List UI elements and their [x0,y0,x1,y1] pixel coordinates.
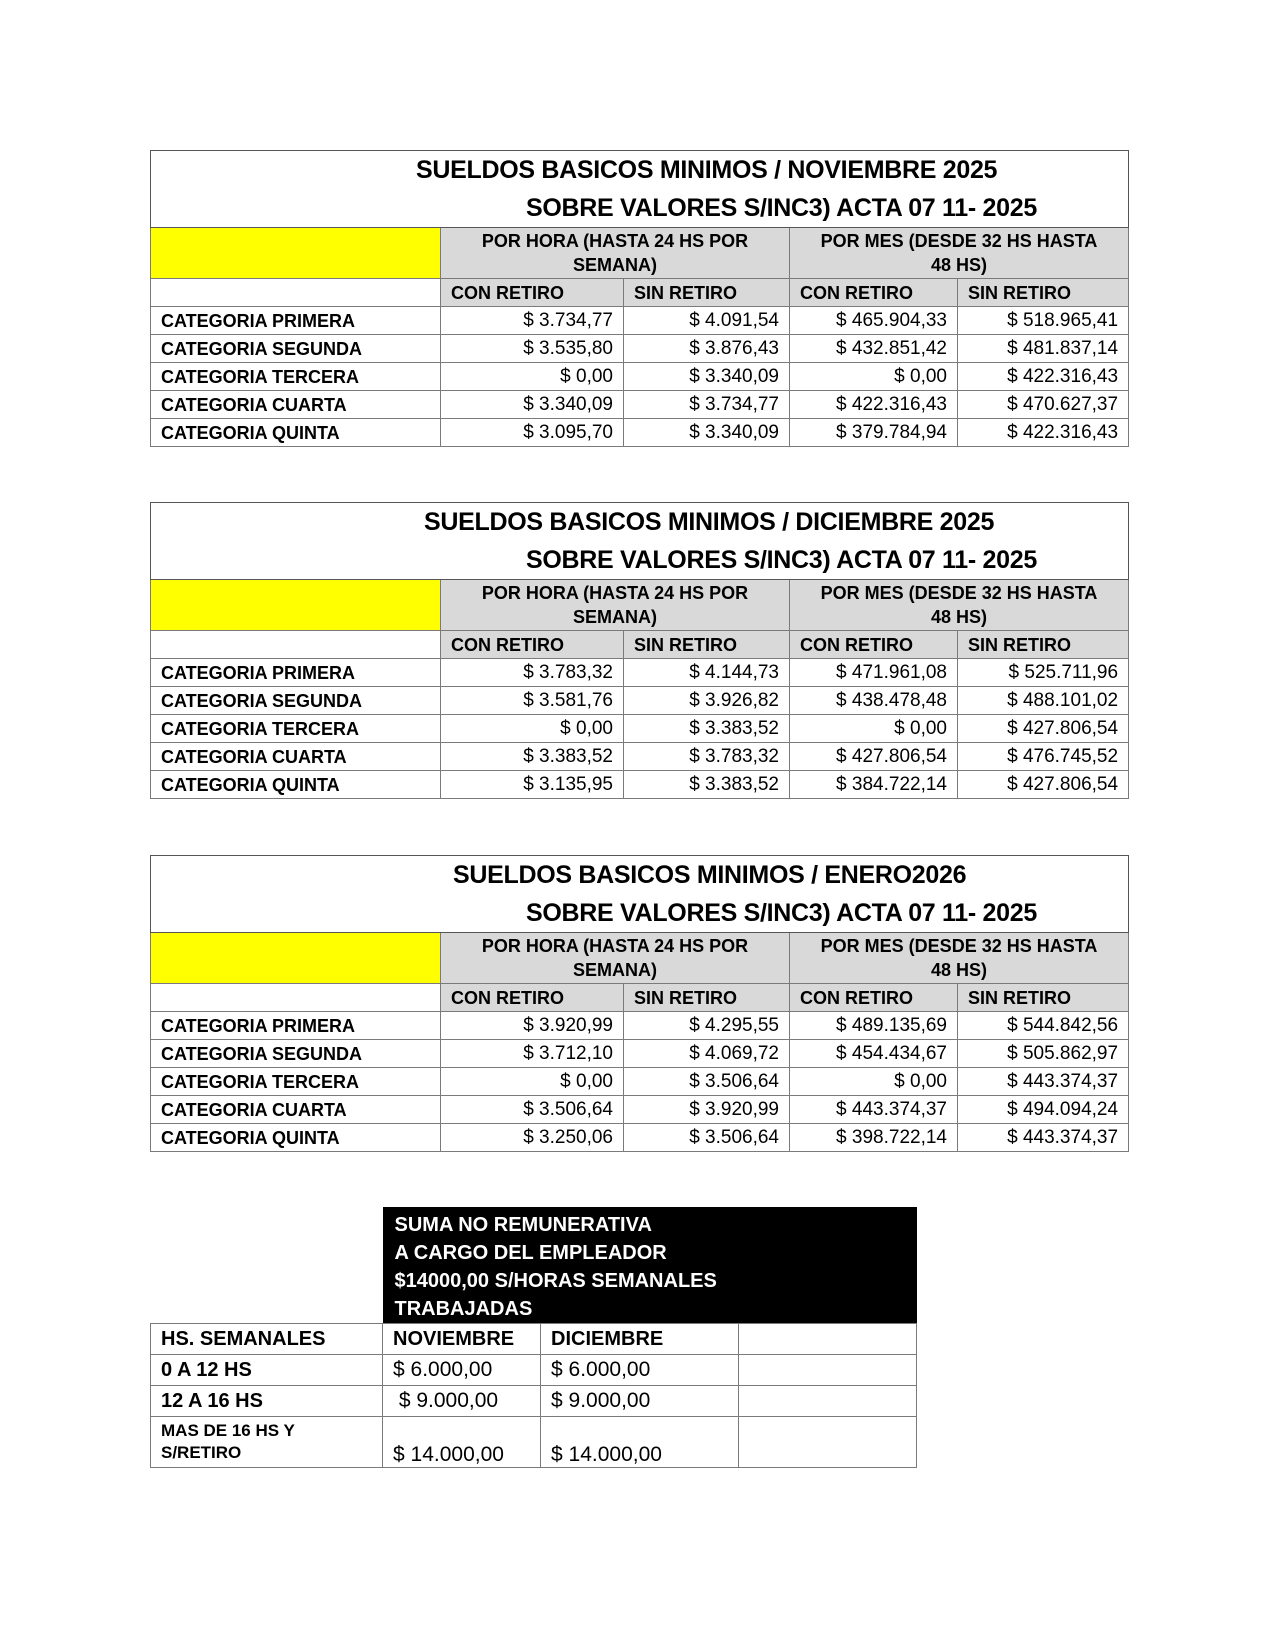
non-remunerative-table [150,1207,917,1468]
category-label: CATEGORIA TERCERA [151,363,441,391]
value-cell: $ 4.295,55 [624,1012,790,1040]
value-cell: $ 488.101,02 [958,687,1129,715]
value-cell: $ 0,00 [790,1068,958,1096]
value-cell: $ 4.144,73 [624,659,790,687]
value-cell: $ 3.734,77 [624,391,790,419]
non-remunerative-header: SUMA NO REMUNERATIVA A CARGO DEL EMPLEADOR $14000,00 S/HORAS SEMANALES TRABAJADAS [383,1207,739,1324]
col-header: HS. SEMANALES [151,1324,383,1355]
value-cell: $ 438.478,48 [790,687,958,715]
category-label: CATEGORIA PRIMERA [151,1012,441,1040]
value-cell: $ 3.712,10 [441,1040,624,1068]
category-label: CATEGORIA SEGUNDA [151,687,441,715]
category-label: CATEGORIA TERCERA [151,715,441,743]
table-row [151,659,1129,687]
value-cell: $ 518.965,41 [958,307,1129,335]
table-row [151,1386,917,1417]
highlight-cell [151,228,441,279]
col-header: CON RETIRO [441,984,624,1012]
table-row [151,1096,1129,1124]
value-cell: $ 4.091,54 [624,307,790,335]
value-cell: $ 14.000,00 [383,1417,541,1468]
value-cell: $ 3.876,43 [624,335,790,363]
value-cell: $ 14.000,00 [541,1417,739,1468]
col-header: SIN RETIRO [958,631,1129,659]
highlight-cell [151,580,441,631]
table-row [151,1040,1129,1068]
col-header: DICIEMBRE [541,1324,739,1355]
category-label: CATEGORIA CUARTA [151,743,441,771]
col-header: CON RETIRO [790,279,958,307]
value-cell: $ 505.862,97 [958,1040,1129,1068]
table-title: SUELDOS BASICOS MINIMOS / ENERO2026 [453,861,967,889]
value-cell: $ 3.920,99 [441,1012,624,1040]
category-label: CATEGORIA PRIMERA [151,659,441,687]
value-cell: $ 398.722,14 [790,1124,958,1152]
value-cell: $ 3.734,77 [441,307,624,335]
wage-table-enero [150,855,1129,1152]
col-header: CON RETIRO [790,984,958,1012]
col-header: SIN RETIRO [958,279,1129,307]
value-cell: $ 443.374,37 [958,1068,1129,1096]
value-cell: $ 427.806,54 [958,771,1129,799]
value-cell: $ 470.627,37 [958,391,1129,419]
table-row [151,687,1129,715]
group-header-hourly: POR HORA (HASTA 24 HS POR SEMANA) [441,580,790,631]
table-row [151,743,1129,771]
value-cell: $ 379.784,94 [790,419,958,447]
value-cell: $ 384.722,14 [790,771,958,799]
category-label: CATEGORIA CUARTA [151,1096,441,1124]
value-cell: $ 432.851,42 [790,335,958,363]
table-row [151,1068,1129,1096]
value-cell: $ 3.340,09 [441,391,624,419]
value-cell: $ 3.581,76 [441,687,624,715]
value-cell: $ 3.506,64 [624,1068,790,1096]
value-cell: $ 3.340,09 [624,363,790,391]
value-cell: $ 427.806,54 [958,715,1129,743]
hours-label: 12 A 16 HS [151,1386,383,1417]
table-row [151,1124,1129,1152]
category-label: CATEGORIA QUINTA [151,1124,441,1152]
value-cell: $ 3.340,09 [624,419,790,447]
value-cell: $ 3.926,82 [624,687,790,715]
value-cell: $ 465.904,33 [790,307,958,335]
value-cell: $ 443.374,37 [958,1124,1129,1152]
col-header: NOVIEMBRE [383,1324,541,1355]
value-cell: $ 3.506,64 [624,1124,790,1152]
table-row [151,1012,1129,1040]
value-cell: $ 0,00 [441,715,624,743]
group-header-monthly: POR MES (DESDE 32 HS HASTA 48 HS) [790,580,1129,631]
value-cell: $ 3.095,70 [441,419,624,447]
value-cell: $ 454.434,67 [790,1040,958,1068]
col-header: SIN RETIRO [624,984,790,1012]
value-cell: $ 3.783,32 [624,743,790,771]
table-subtitle: SOBRE VALORES S/INC3) ACTA 07 11- 2025 [526,546,1037,574]
value-cell: $ 0,00 [790,715,958,743]
value-cell: $ 0,00 [441,1068,624,1096]
value-cell: $ 544.842,56 [958,1012,1129,1040]
table-row [151,771,1129,799]
value-cell: $ 6.000,00 [541,1355,739,1386]
category-label: CATEGORIA CUARTA [151,391,441,419]
value-cell: $ 422.316,43 [958,363,1129,391]
group-header-monthly: POR MES (DESDE 32 HS HASTA 48 HS) [790,228,1129,279]
col-header: SIN RETIRO [958,984,1129,1012]
value-cell: $ 3.250,06 [441,1124,624,1152]
category-label: CATEGORIA SEGUNDA [151,1040,441,1068]
table-row [151,419,1129,447]
col-header: CON RETIRO [441,279,624,307]
value-cell: $ 427.806,54 [790,743,958,771]
value-cell: $ 3.135,95 [441,771,624,799]
category-label: CATEGORIA SEGUNDA [151,335,441,363]
hours-label: MAS DE 16 HS Y S/RETIRO [151,1417,383,1468]
wage-table-noviembre [150,150,1129,447]
table-title: SUELDOS BASICOS MINIMOS / DICIEMBRE 2025 [424,508,995,536]
value-cell: $ 3.383,52 [624,715,790,743]
value-cell: $ 489.135,69 [790,1012,958,1040]
table-row [151,391,1129,419]
table-row [151,335,1129,363]
value-cell: $ 443.374,37 [790,1096,958,1124]
table-row [151,307,1129,335]
hours-label: 0 A 12 HS [151,1355,383,1386]
highlight-cell [151,933,441,984]
value-cell: $ 9.000,00 [383,1386,541,1417]
value-cell: $ 6.000,00 [383,1355,541,1386]
col-header: CON RETIRO [441,631,624,659]
table-subtitle: SOBRE VALORES S/INC3) ACTA 07 11- 2025 [526,899,1037,927]
table-title: SUELDOS BASICOS MINIMOS / NOVIEMBRE 2025 [416,156,998,184]
value-cell: $ 0,00 [441,363,624,391]
category-label: CATEGORIA PRIMERA [151,307,441,335]
category-label: CATEGORIA QUINTA [151,419,441,447]
category-label: CATEGORIA QUINTA [151,771,441,799]
value-cell: $ 3.920,99 [624,1096,790,1124]
value-cell: $ 476.745,52 [958,743,1129,771]
wage-table-diciembre [150,502,1129,799]
col-header: SIN RETIRO [624,279,790,307]
group-header-hourly: POR HORA (HASTA 24 HS POR SEMANA) [441,933,790,984]
value-cell: $ 494.094,24 [958,1096,1129,1124]
col-header: SIN RETIRO [624,631,790,659]
value-cell: $ 3.383,52 [441,743,624,771]
value-cell: $ 3.783,32 [441,659,624,687]
value-cell: $ 3.506,64 [441,1096,624,1124]
value-cell: $ 471.961,08 [790,659,958,687]
group-header-hourly: POR HORA (HASTA 24 HS POR SEMANA) [441,228,790,279]
value-cell: $ 4.069,72 [624,1040,790,1068]
value-cell: $ 9.000,00 [541,1386,739,1417]
table-row [151,363,1129,391]
value-cell: $ 3.535,80 [441,335,624,363]
value-cell: $ 525.711,96 [958,659,1129,687]
value-cell: $ 481.837,14 [958,335,1129,363]
table-subtitle: SOBRE VALORES S/INC3) ACTA 07 11- 2025 [526,194,1037,222]
value-cell: $ 422.316,43 [790,391,958,419]
value-cell: $ 3.383,52 [624,771,790,799]
col-header: CON RETIRO [790,631,958,659]
table-row [151,1355,917,1386]
value-cell: $ 422.316,43 [958,419,1129,447]
value-cell: $ 0,00 [790,363,958,391]
table-row [151,715,1129,743]
table-row [151,1417,917,1468]
group-header-monthly: POR MES (DESDE 32 HS HASTA 48 HS) [790,933,1129,984]
category-label: CATEGORIA TERCERA [151,1068,441,1096]
